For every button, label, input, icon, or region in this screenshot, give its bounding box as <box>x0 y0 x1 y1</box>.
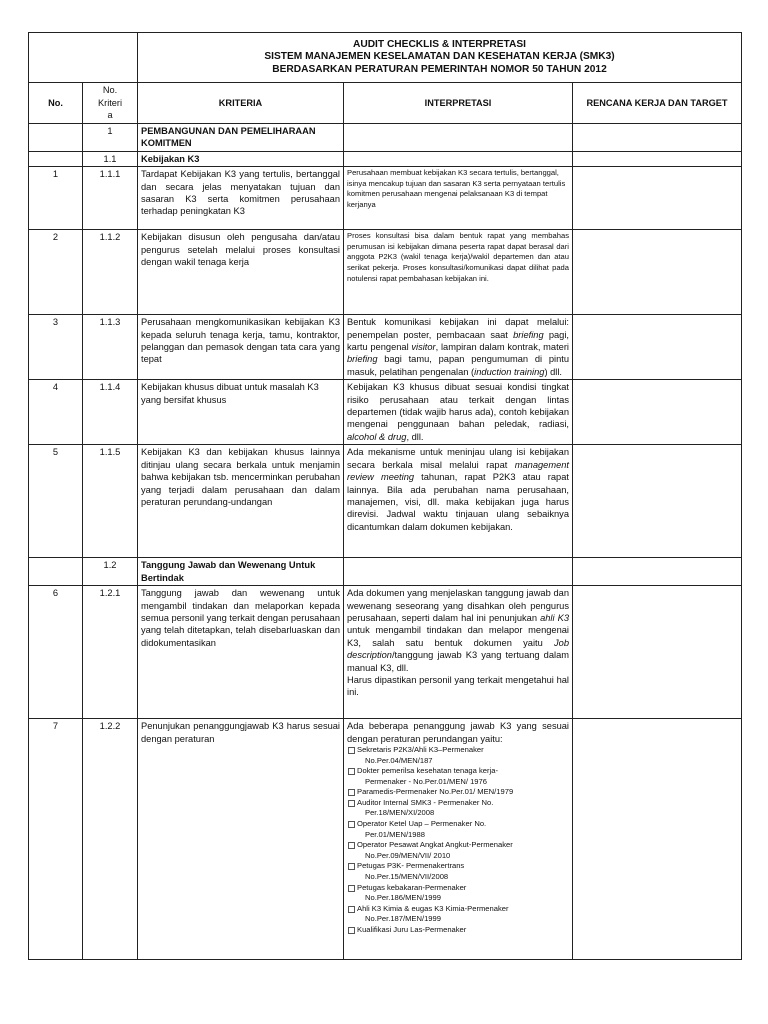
row-interpretasi <box>344 315 573 380</box>
interp-text: bagi tamu, papan pengumuman di pintu masuk, pelatihan pengenalan ( <box>347 354 569 377</box>
interp-italic: visitor <box>411 342 436 353</box>
interp-italic: management review meeting <box>347 459 569 483</box>
audit-checklist-table <box>28 32 742 960</box>
table-row <box>29 380 742 445</box>
checkbox-list-item: Ahli K3 Kimia & eugas K3 Kimia-Permenaker No.Per.187/MEN/1999 <box>347 904 569 925</box>
subsection-rencana <box>573 151 742 166</box>
row-interpretasi <box>344 719 573 960</box>
regulation-list <box>347 745 569 936</box>
checkbox-list-item: Operator Pesawat Angkat Angkut-Permenaker No.Per.09/MEN/VII/ 2010 <box>347 840 569 861</box>
interp-text: tahunan, rapat P2K3 atau rapat lainnya. Bila ada perubahan nama perusahaan, manajemen, visi, dll. maka kebijakan juga harus direvisi. Jadwal waktu tinjauan ulang sebaiknya dicantumkan dalam dokumen kebijakan. <box>347 472 569 532</box>
section-no <box>29 124 83 152</box>
title-line-2: SISTEM MANAJEMEN KESELAMATAN DAN KESEHATAN KERJA (SMK3) <box>264 51 615 63</box>
row-rencana <box>573 445 742 558</box>
header-interpretasi: INTERPRETASI <box>344 83 573 124</box>
table-row <box>29 230 742 315</box>
document-title <box>138 33 742 83</box>
row-code: 1.2.1 <box>83 586 138 719</box>
interp-text: Ada mekanisme untuk meninjau ulang isi kebijakan secara berkala misal melalui rapat <box>347 447 569 470</box>
title-line-1: AUDIT CHECKLIS & INTERPRETASI <box>352 38 526 50</box>
header-no-kriteria-1: No. <box>102 85 118 96</box>
header-no-kriteria-2: Kriteri <box>98 97 122 108</box>
row-no: 1 <box>29 167 83 230</box>
subsection-row <box>29 558 742 586</box>
row-interpretasi: Proses konsultasi bisa dalam bentuk rapat yang membahas perumusan isi kebijakan dimana peserta rapat dapat berasal dari anggota P2K3 (wakil tenaga kerja)/wakil departemen dan atau serikat pekerja. Proses konsultasi/komunikasi dapat dilihat pada notulensi rapat pembahasan kebijakan ini. <box>344 230 573 315</box>
row-no: 3 <box>29 315 83 380</box>
section-row <box>29 124 742 152</box>
row-no: 5 <box>29 445 83 558</box>
row-kriteria: Kebijakan K3 dan kebijakan khusus lainnya ditinjau ulang secara berkala untuk menjamin bahwa kebijakan tsb. mencerminkan perubahan yang terjadi dalam perusahaan dan dalam peraturan perundang-undangan <box>138 445 344 558</box>
interp-paragraph <box>347 587 569 674</box>
interp-text: Bentuk komunikasi kebijakan ini dapat melalui: penempelan poster, pembacaan saat <box>347 317 569 340</box>
interp-text: , dll. <box>406 431 424 442</box>
row-interpretasi <box>344 380 573 445</box>
subsection-interpretasi <box>344 151 573 166</box>
interp-italic: briefing <box>347 354 378 365</box>
row-code: 1.1.5 <box>83 445 138 558</box>
row-rencana <box>573 230 742 315</box>
interp-text: /tanggung jawab K3 yang tertuang dalam manual K3, dll. <box>347 650 569 673</box>
subsection-title: Tanggung Jawab dan Wewenang Untuk Bertindak <box>138 558 344 586</box>
subsection-no <box>29 558 83 586</box>
interp-text: Ada dokumen yang menjelaskan tanggung jawab dan wewenang seseorang yang disahkan oleh pengurus perusahaan, seperti dalam hal ini penunjukan <box>347 588 569 623</box>
row-rencana <box>573 167 742 230</box>
subsection-rencana <box>573 558 742 586</box>
subsection-no <box>29 151 83 166</box>
table-row <box>29 167 742 230</box>
interp-text: untuk mengambil tindakan dan melapor mengenai K3, salah satu bentuk dokumen yaitu <box>347 625 569 648</box>
row-no: 6 <box>29 586 83 719</box>
row-kriteria: Penunjukan penanggungjawab K3 harus sesuai dengan peraturan <box>138 719 344 960</box>
header-no-kriteria <box>83 83 138 124</box>
row-kriteria: Tardapat Kebijakan K3 yang tertulis, bertanggal dan secara jelas menyatakan tujuan dan sasaran K3 serta komitmen perusahaan terhadap peningkatan K3 <box>138 167 344 230</box>
interp-paragraph: Ada beberapa penanggung jawab K3 yang sesuai dengan peraturan perundangan yaitu: <box>347 721 569 744</box>
interp-paragraph: Harus dipastikan personil yang terkait mengetahui hal ini. <box>347 674 569 698</box>
header-kriteria: KRITERIA <box>138 83 344 124</box>
row-kriteria: Tanggung jawab dan wewenang untuk mengambil tindakan dan melaporkan kepada semua personil yang terkait dengan perusahaan yang telah ditetapkan, telah disebarluaskan dan didokumentasikan <box>138 586 344 719</box>
header-row <box>29 83 742 124</box>
interp-italic: induction training <box>474 366 545 377</box>
row-code: 1.1.3 <box>83 315 138 380</box>
table-row <box>29 445 742 558</box>
section-interpretasi <box>344 124 573 152</box>
table-row <box>29 315 742 380</box>
header-no-kriteria-3: a <box>107 110 113 121</box>
row-no: 7 <box>29 719 83 960</box>
row-rencana <box>573 315 742 380</box>
row-code: 1.1.1 <box>83 167 138 230</box>
row-rencana <box>573 586 742 719</box>
row-no: 2 <box>29 230 83 315</box>
row-code: 1.2.2 <box>83 719 138 960</box>
interp-italic: ahli K3 <box>540 612 570 623</box>
section-code: 1 <box>83 124 138 152</box>
subsection-code: 1.2 <box>83 558 138 586</box>
table-row <box>29 586 742 719</box>
subsection-title: Kebijakan K3 <box>138 151 344 166</box>
interp-italic: alcohol & drug <box>347 431 407 442</box>
checkbox-list-item: Kualifikasi Juru Las-Permenaker <box>347 925 569 936</box>
checkbox-list-item: Petugas kebakaran-Permenaker No.Per.186/MEN/1999 <box>347 883 569 904</box>
row-rencana <box>573 719 742 960</box>
header-no: No. <box>29 83 83 124</box>
row-interpretasi: Perusahaan membuat kebijakan K3 secara tertulis, bertanggal, isinya mencakup tujuan dan sasaran K3 serta pernyataan tertulis komitmen perusahaan mengenai pelaksanaan K3 di tempat kerjanya <box>344 167 573 230</box>
subsection-code: 1.1 <box>83 151 138 166</box>
checkbox-list-item: Auditor Internal SMK3 - Permenaker No. Per.18/MEN/XI/2008 <box>347 798 569 819</box>
row-kriteria: Kebijakan disusun oleh pengusaha dan/atau pengurus setelah melalui proses konsultasi dengan wakil tenaga kerja <box>138 230 344 315</box>
row-rencana <box>573 380 742 445</box>
section-rencana <box>573 124 742 152</box>
header-rencana: RENCANA KERJA DAN TARGET <box>573 83 742 124</box>
row-kriteria: Kebijakan khusus dibuat untuk masalah K3 yang bersifat khusus <box>138 380 344 445</box>
interp-text: pagi, kartu pengenal <box>347 329 570 353</box>
title-row <box>29 33 742 83</box>
checkbox-list-item: Paramedis-Permenaker No.Per.01/ MEN/1979 <box>347 787 569 798</box>
row-no: 4 <box>29 380 83 445</box>
checkbox-list-item: Petugas P3K- Permenakertrans No.Per.15/MEN/VII/2008 <box>347 861 569 882</box>
title-line-3: BERDASARKAN PERATURAN PEMERINTAH NOMOR 50 TAHUN 2012 <box>272 63 607 75</box>
interp-text: , lampiran dalam kontrak, materi <box>435 342 569 353</box>
row-interpretasi <box>344 445 573 558</box>
row-kriteria: Perusahaan mengkomunikasikan kebijakan K3 kepada seluruh tenaga kerja, tamu, kontraktor, pelanggan dan pemasok dengan tata cara yang tepat <box>138 315 344 380</box>
title-blank-left <box>29 33 138 83</box>
checkbox-list-item: Operator Ketel Uap – Permenaker No. Per.01/MEN/1988 <box>347 819 569 840</box>
checkbox-list-item: Sekretaris P2K3/Ahli K3–Permenaker No.Per.04/MEN/187 <box>347 745 569 766</box>
section-title: PEMBANGUNAN DAN PEMELIHARAAN KOMITMEN <box>138 124 344 152</box>
table-row <box>29 719 742 960</box>
subsection-row <box>29 151 742 166</box>
interp-text: ) dll. <box>544 366 563 377</box>
row-code: 1.1.2 <box>83 230 138 315</box>
interp-italic: Job description <box>347 637 569 661</box>
row-code: 1.1.4 <box>83 380 138 445</box>
interp-text: Kebijakan K3 khusus dibuat sesuai kondisi tingkat risiko perusahaan atau terkait dengan lintas departemen (tidak wajib harus ada), contoh kebijakan mengenai penggunaan bahan peledak, radiasi, <box>347 382 569 430</box>
checkbox-list-item: Dokter pemerilsa kesehatan tenaga kerja- Permenaker - No.Per.01/MEN/ 1976 <box>347 766 569 787</box>
row-interpretasi <box>344 586 573 719</box>
subsection-interpretasi <box>344 558 573 586</box>
interp-italic: briefing <box>513 329 544 340</box>
